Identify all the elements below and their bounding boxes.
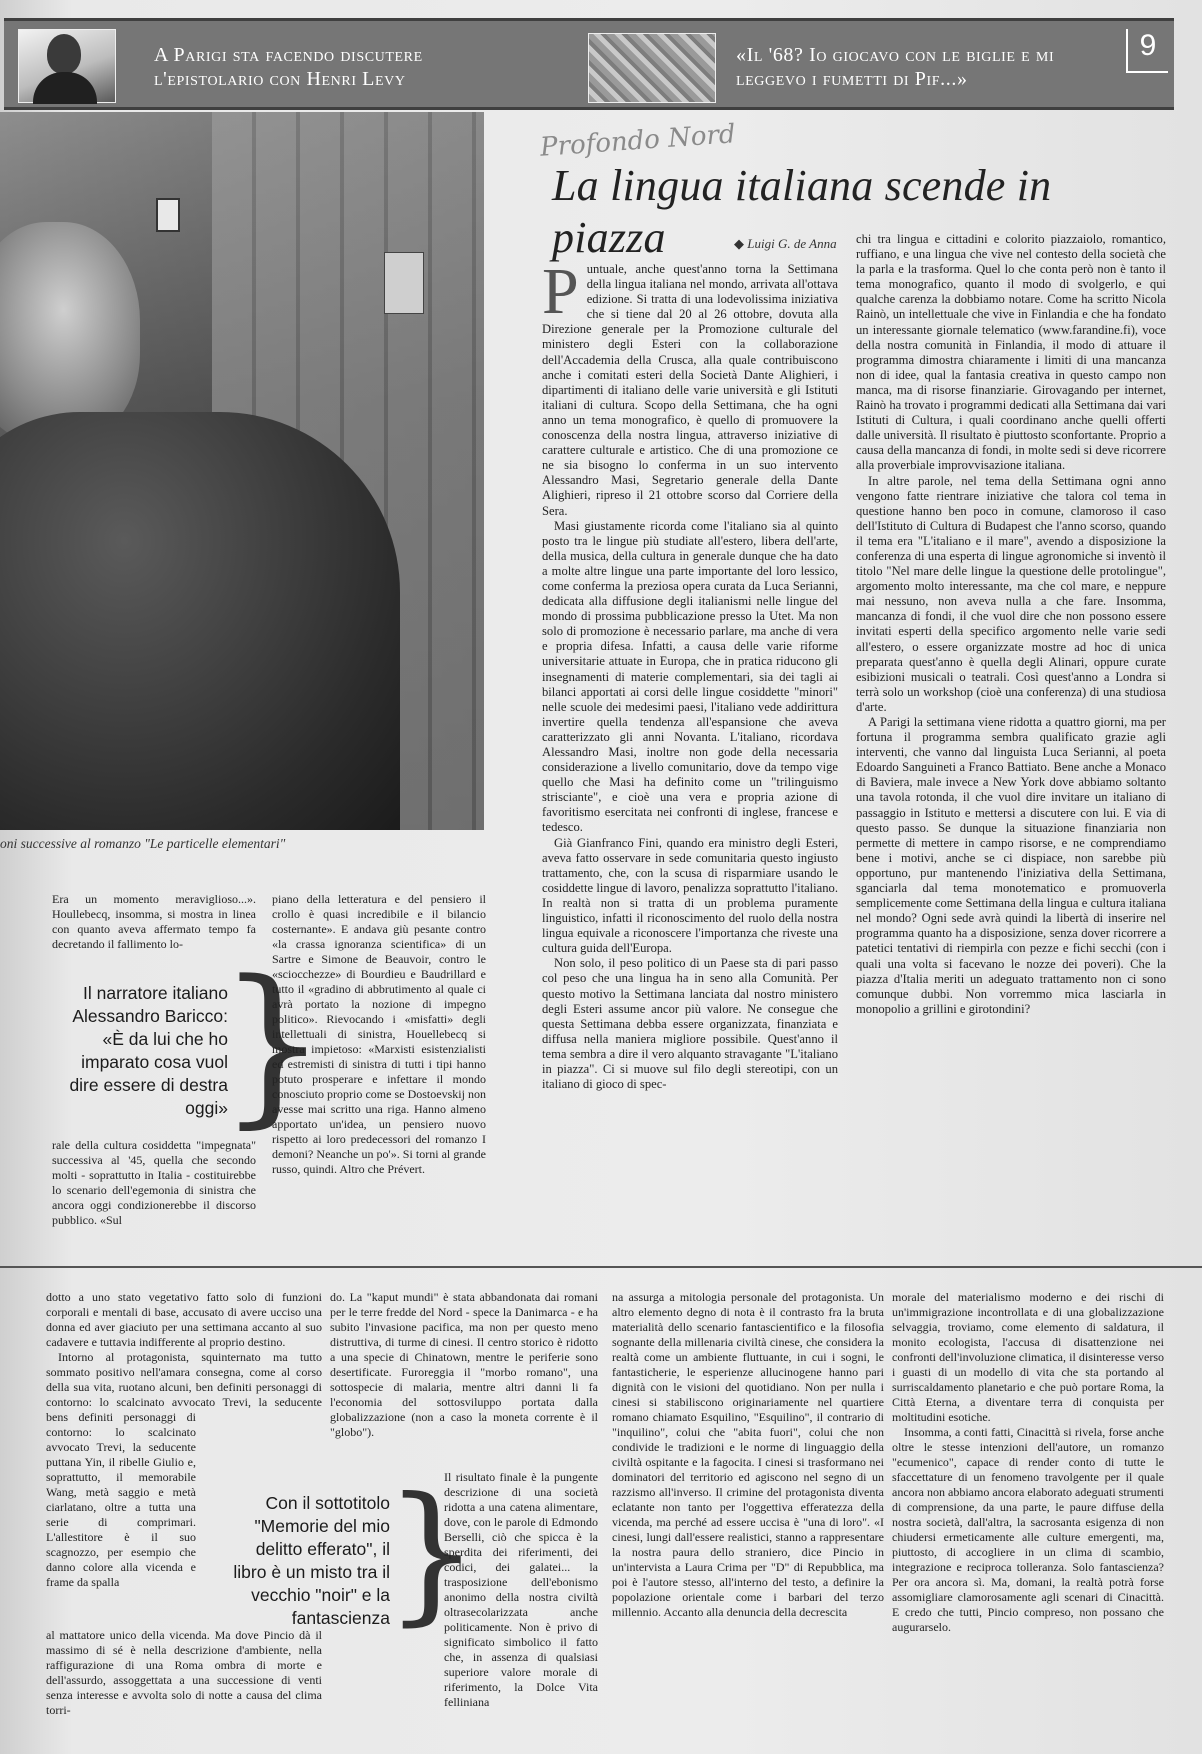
houellebecq-col-a-bottom	[52, 1138, 256, 1234]
article-paragraph: chi tra lingua e cittadini e colorito piazzaiolo, romantico, ruffiano, e una lingua che vive nel contesto della società che la parla e la trasforma. Quel lo che conta però non è tanto il tema monografico, quanto il modo di svolgerlo, e qui qualche carenza la dobbiamo notare. Come ha scritto Nicola Rainò, un intellettuale che vive in Finlandia e che ha fondato un interessante giornale telematico (www.farandine.fi), voce della nostra comunità in Finlandia, il modo di attuare il programma dimostra chiaramente i limiti di una mancanza non di idee, qual la fantasia creativa in questo campo non manca, ma di risorse finanziarie. Girovagando per internet, Rainò ha trovato i programmi dedicati alla Settimana dai vari Istituti di Cultura, i quali coordinano anche quelli offerti dalle università. Il risultato è piuttosto sconfortante. Proprio a causa della mancanza di fondi, in molte sedi si deve ricorrere alla proverbiale improvvisazione italiana.	[856, 232, 1166, 473]
banner-headline-left[interactable]: A Parigi sta facendo discutere l'epistolario con Henri Levy	[154, 44, 423, 90]
byline-name: Luigi G. de Anna	[747, 236, 837, 251]
lower-col-2-top	[330, 1290, 598, 1470]
portrait-head-shape	[47, 34, 81, 74]
lower-text: morale del materialismo moderno e dei rischi di un'immigrazione incontrollata e di una globalizzazione selvaggia, troviamo, come elemento di saldatura, il monito ecologista, l'accusa di disattenzione nei confronti dell'involuzione climatica, il disinteresse verso i guasti di un modello di vita che sta portando al surriscaldamento planetario e che può portare Roma, la Città Eterna, a diventare terra di conquista per moltitudini esotiche.	[892, 1290, 1164, 1424]
article-paragraph: A Parigi la settimana viene ridotta a quattro giorni, ma per fortuna il programma sembra qualificato grazie agli interventi, che vanno dal linguista Luca Serianni, al poeta Edoardo Sanguineti a Franco Battiato. Bene anche a Monaco di Baviera, male invece a New York dove abbiamo soltanto una tavola rotonda, il che vuol dire invitare un italiano di passaggio in Istituto e mettersi a discutere con lui. E via di questo passo. Se dunque la situazione finanziaria non permette di mettere in campo risorse, e ne comprendiamo bene i motivi, anche se ci dispiace, non sarebbe più opportuno, pur mantenendo l'iniziativa della Settimana, sganciarla dal tema monotematico e promuoverla semplicemente come Settimana della lingua e cultura italiana nel mondo? Ogni sede avrà quindi la libertà di inserire nel programma quanto ha a disposizione, senza dover ricorrere a patetici tentativi di riempirla con pezze e fichi secchi (con i quali una volta si facevano le nozze dei poveri). Che la piazza d'Italia meriti un adeguato trattamento non ci sono comunque dubbi. Non vorremmo mica lasciarla in monopolio a grillini e girotondini?	[856, 715, 1166, 1016]
lower-text: Insomma, a conti fatti, Cinacittà si rivela, forse anche oltre le stesse intenzioni dell'autore, un romanzo "ecumenico", capace di render conto di tutte le sfaccettature di un fenomeno travolgente per il quale ancora non abbiamo ancora elaborato adeguati strumenti di comprensione, da una parte, le paure diffuse della nostra società, dall'altra, la sacrosanta esigenza di non chiudersi ermeticamente alle culture emergenti, ma, piuttosto, di accogliere in un clima di scambio, integrazione e reciproca tolleranza. Solo fantascienza? Per ora ancora sì. Ma, domani, la realtà potrà forse assomigliare clamorosamente agli scenari di Cinacittà. E credo che tutti, Pincio compreso, non possano che augurarselo.	[892, 1425, 1164, 1634]
article-column-1	[542, 262, 838, 1214]
banner-photo-comics	[588, 33, 716, 103]
houellebecq-col-b	[272, 892, 486, 1234]
banner-photo-portrait	[18, 29, 116, 103]
lower-text: na assurga a mitologia personale del protagonista. Un altro elemento degno di nota è il contrasto fra la bruta materialità dello scenario fantascientifico e la filosofia sognante della millenaria civiltà cinese, che considera la realtà come un ambiente fluttuante, in cui i sogni, le fantasticherie, le esperienze allucinogene hanno pari dignità con le visioni del quotidiano. Non per nulla i cinesi si stabiliscono originariamente nel quartiere romano chiamato Esquilino, "Esquilino", il contrario di "inquilino", colui che "abita fuori", colui che non condivide le tradizioni e le norme di linguaggio della civiltà ospitante e la fagocita. I cinesi si trasformano nei dominatori del territorio ed agiscono nel segno di un razzismo all'inverso. Il crimine del protagonista diventa eclatante non tanto per l'oggettiva efferatezza della vicenda, ma perché ad essere uccisa è "una di loro". «I cinesi, lungi dall'essere realistici, stanno a rappresentare la nostra paura dello straniero, dice Pincio in un'intervista a Laura Crima per "D" di Repubblica, ma poi è l'autore stesso, all'interno del testo, a definire la popolazione orientale come i barbari del terzo millennio. Accanto alla denuncia della decrescita	[612, 1290, 884, 1619]
article-paragraph: Masi giustamente ricorda come l'italiano sia al quinto posto tra le lingue più studiate all'estero, libera dell'arte, della musica, della cultura in generale dunque che ha dato a molte altre lingue una parte importante del loro lessico, come conferma la preziosa opera curata da Luca Serianni, dedicata alla diffusione degli italianismi nelle lingue del mondo di prossima pubblicazione presso la Utet. Ma non solo di promozione è necessario parlare, ma anche di vera e propria difesa. Infatti, a causa delle varie riforme universitarie attuate in Europa, che in pratica riducono gli insegnamenti di materie complementari, sia dei tagli ai bilanci apportati ai corsi delle lingue cosiddette "minori" nelle scuole dei medesimi paesi, l'italiano vede addirittura invertire quella tendenza all'espansione che aveva caratterizzato gli anni Novanta. L'italiano, ricordava Alessandro Masi, inoltre non gode della necessaria considerazione a livello comunitario, dove da tempo vige quello che Masi ha definito come un "trilinguismo strisciante", e cioè una vera e propria azione di favoritismo esercitata nei confronti di inglese, francese e tedesco.	[542, 518, 838, 835]
houellebecq-text: rale della cultura cosiddetta "impegnata" successiva al '45, quella che secondo molti - soprattutto in Italia - costituirebbe lo scenario dell'egemonia di sinistra che ancora oggi condizionerebbe il discorso pubblico. «Sul	[52, 1138, 256, 1227]
section-divider	[0, 1266, 1202, 1268]
houellebecq-text: Era un momento meraviglioso...». Houllebecq, insomma, si mostra in linea con quanto aveva affermato tempo fa decretando il fallimento lo-	[52, 892, 256, 951]
banner-headline-right[interactable]: «Il '68? Io giocavo con le biglie e mi leggevo i fumetti di Pif...»	[736, 44, 1055, 90]
photo-jacket	[0, 412, 400, 830]
photo-caption: oni successive al romanzo "Le particelle elementari"	[0, 836, 286, 851]
article-paragraph	[542, 262, 838, 519]
lower-text: do. La "kaput mundi" è stata abbandonata dai romani per le terre fredde del Nord - spece la Danimarca - e ha subito l'invasione pacifica, ma non per questo meno distruttiva, di turme di cinesi. Il centro storico è ridotto a una specie di Chinatown, mentre le periferie sono desertificate. Furoreggia il "morbo romano", una sottospecie di malaria, mentre altri danni li fa l'economia del sottosviluppo portata dalla globalizzazione (non a caso la moneta corrente è il "globo").	[330, 1290, 598, 1439]
top-banner	[4, 18, 1174, 110]
lower-text: al mattatore unico della vicenda. Ma dove Pincio dà il massimo di sé è nella descrizione d'ambiente, nella raffigurazione di una Roma ombra di morte e dell'assurdo, assoggettata a una successione di venti senza interesse e avvolta solo di notte a causa del clima torri-	[46, 1628, 322, 1717]
photo-face	[0, 222, 140, 442]
lower-text: bens definiti personaggi di contorno: lo scalcinato avvocato Trevi, la seducente puttana Yin, il ribelle Giulio e, soprattutto, il memorabile Wang, metà saggio e metà ciarlatano, oltre a tutta una serie di comprimari. L'allestitore è il suo scagnozzo, per esempio che danno colore alla vicenda e frame da spalla	[46, 1410, 196, 1589]
lower-text: Intorno al protagonista, squinternato ma tutto sommato positivo nell'amara consegna, come al corso della sua vita, ruotano alcuni, ben definiti personaggi di contorno: lo scalcinato avvocato Trevi, la seducente	[46, 1350, 322, 1409]
article-paragraph: Già Gianfranco Fini, quando era ministro degli Esteri, aveva fatto osservare in sede comunitaria questo ingiusto trattamento, che, con la scusa di risparmiare usando le cosiddette lingue di lavoro, penalizza soprattutto l'italiano. In realtà non si tratta di un problema puramente linguistico, infatti il riconoscimento del ruolo della nostra lingua equivale a riconoscere l'importanza che riveste una cultura guida dell'Europa.	[542, 835, 838, 956]
portrait-body-shape	[33, 72, 97, 104]
photo-panel	[384, 252, 424, 314]
lower-col-4	[892, 1290, 1164, 1740]
article-column-2	[856, 232, 1166, 1214]
lower-col-1-bottom	[46, 1628, 322, 1738]
page-number: 9	[1126, 29, 1168, 73]
lower-col-2-narrow	[444, 1470, 598, 1730]
lower-text: Il risultato finale è la pungente descrizione di una società ridotta a una catena alimentare, dove, con le parole di Edmondo Berselli, ciò che spicca è la sperdita dei riferimenti, dei codici, dei galatei... la trasposizione dell'ebonismo anonimo della nostra civiltà oltrasecolarizzata anche politicamente. Non è privo di significato simbolico il fatto che, in assenza di qualsiasi superiore valore morale di riferimento, la Dolce Vita felliniana	[444, 1470, 598, 1709]
article-paragraph: Non solo, il peso politico di un Paese sta di pari passo col peso che una lingua ha in seno alla Comunità. Per questo motivo la Settimana lanciata dal nostro ministero degli Esteri assume ancor più valore. Ne consegue che questa Settimana debba essere organizzata, finanziata e diffusa nella maniera migliore possibile. Quest'anno il tema sembra a dire il vero alquanto stravagante "L'italiano in piazza". Ci si muove sul filo degli stereotipi, con un italiano di gioco di spec-	[542, 956, 838, 1092]
photo-sign	[156, 198, 180, 232]
pullquote-brace: }	[218, 943, 328, 1144]
lower-col-3	[612, 1290, 884, 1740]
main-photo	[0, 112, 484, 830]
houellebecq-text: piano della letteratura e del pensiero il crollo è quasi incredibile e il bilancio costernante». E andava giù pesante contro «la crassa ignoranza scientifica» di un Sartre e Simone de Beauvoir, contro le «sciocchezze» di Bourdieu e Baudrillard e tutto il «gradino di abbrutimento al quale ci avrà portato la nozione di impegno politico». Rievocando i «misfatti» degli intellettuali di sinistra, Houellebecq si mostra impietoso: «Marxisti esistenzialisti ed estremisti di sinistra di tutti i tipi hanno potuto prosperare e infettare il mondo conosciuto proprio come se Dostoevskij non avesse mai scritto una riga. Hanno almeno apportato un'idea, un pensiero nuovo rispetto ai loro predecessori del romanzo I demoni? Neanche un po'». Si torni al grande russo, quindi. Altro che Prévert.	[272, 892, 486, 1176]
pullquote-baricco: Il narratore italiano Alessandro Baricco: «È da lui che ho imparato cosa vuol dire essere di destra oggi»	[69, 983, 228, 1118]
lower-col-1-top	[46, 1290, 322, 1410]
dropcap: P	[542, 262, 579, 328]
lower-text: dotto a uno stato vegetativo fatto solo di funzioni corporali e mentali di base, accusato di avere ucciso una donna ed aver giaciuto per una settimana accanto al suo cadavere e tuttavia indifferente al proprio destino.	[46, 1290, 322, 1349]
pullquote-brace-lower: }	[384, 1466, 480, 1640]
lower-col-1-narrow	[46, 1410, 196, 1625]
article-text: untuale, anche quest'anno torna la Settimana della lingua italiana nel mondo, arrivata all'ottava edizione. Si tratta di una lodevolissima iniziativa che si tiene dal 20 al 26 ottobre, dovuta alla Direzione generale per la Promozione culturale del ministero degli Esteri con la collaborazione dell'Accademia della Crusca, alla quale contribuiscono anche i comitati esteri della Società Dante Alighieri, i dipartimenti di italiano delle varie università e gli Istituti italiani di cultura. Scopo della Settimana, che ha ogni anno un tema monografico, è quello di promuovere la conoscenza della nostra lingua, attraverso iniziative di carattere culturale e artistico. Che di una promozione ce ne sia bisogno lo conferma in un suo intervento Alessandro Masi, Segretario generale della Dante Alighieri, ripreso il 21 ottobre scorso dal Corriere della Sera.	[542, 262, 838, 518]
pullquote-sottotitolo: Con il sottotitolo "Memorie del mio delitto efferato", il libro è un misto tra il vecchio "noir" e la fantascienza	[233, 1493, 390, 1628]
section-kicker: Profondo Nord	[539, 119, 737, 163]
article-headline: La lingua italiana scende in piazza	[552, 161, 1052, 262]
article-paragraph: In altre parole, nel tema della Settimana ogni anno vengono fatte rientrare iniziative che talora col tema in questione hanno ben poco in comune, clamoroso il caso dell'Istituto di Cultura di Budapest che l'anno scorso, quando il tema era "L'italiano e il mare", avendo a disposizione la conferenza di una esperta di lingue agronomiche si inventò il titolo "Nel mare delle lingue la questione delle protolingue", argomento molto interessante, ma che col mare, e neppure mai nessuno, non aveva nulla a che fare. Insomma, mancanza di fondi, il che vuol dire che non possono essere invitati esperti della specifico argomento nelle varie sedi all'estero, o essere organizzate mostre ad hoc di unica preparata quest'anno è quella degli Alinari, oppure curate esibizioni musicali o teatrali. Così quest'anno a Londra si terrà solo un workshop (cioè una conferenza) di una studiosa d'arte.	[856, 473, 1166, 714]
article-byline: ◆ Luigi G. de Anna	[734, 236, 837, 251]
